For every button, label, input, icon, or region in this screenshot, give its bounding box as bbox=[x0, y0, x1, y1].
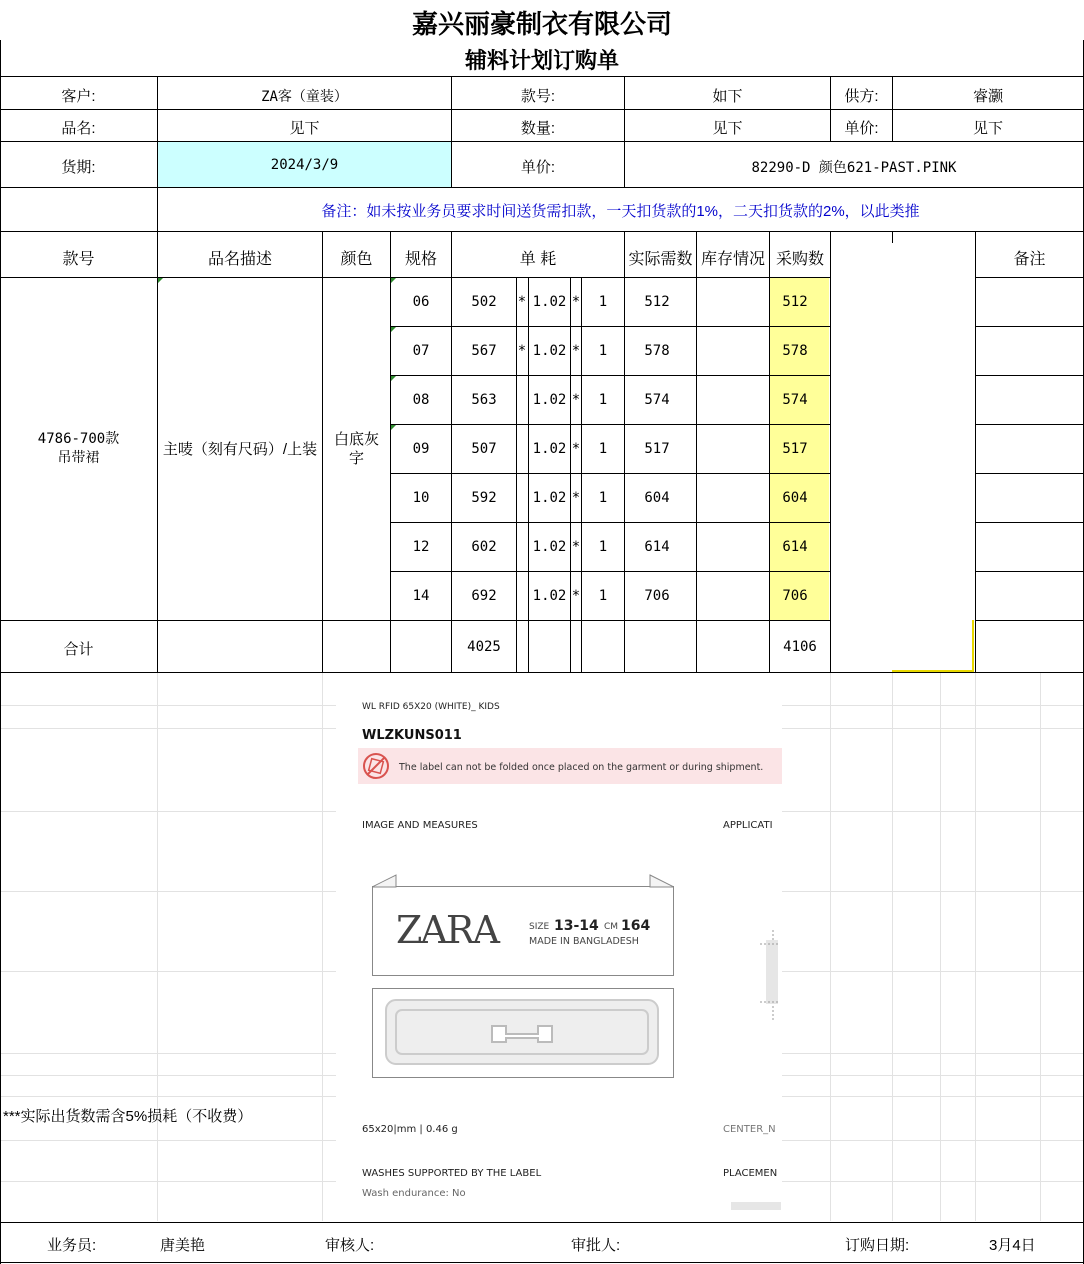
row-08-need: 574 bbox=[644, 392, 670, 408]
row-12-mult: 1 bbox=[598, 539, 608, 555]
placement-heading: PLACEMEN bbox=[723, 1168, 778, 1179]
col-header-purchase: 采购数 bbox=[775, 251, 824, 268]
row-06-need: 512 bbox=[644, 294, 670, 310]
order-date-label: 订购日期: bbox=[845, 1237, 910, 1254]
row-07-qty: 567 bbox=[471, 343, 497, 359]
color-spec-value: 82290-D 颜色621-PAST.PINK bbox=[751, 160, 957, 176]
reviewer-label: 审核人: bbox=[325, 1237, 375, 1254]
supplier-value: 睿灏 bbox=[972, 88, 1003, 105]
col-header-desc: 品名描述 bbox=[207, 251, 272, 268]
delivery-label: 货期: bbox=[61, 159, 96, 176]
color-value: 白底灰字 bbox=[333, 431, 379, 467]
document-title: 辅料计划订购单 bbox=[464, 48, 619, 74]
row-09-op2: * bbox=[571, 441, 581, 457]
item-description-cell bbox=[158, 278, 322, 620]
row-12-size: 12 bbox=[412, 539, 430, 555]
row-14-need: 706 bbox=[644, 588, 670, 604]
row-12-op2: * bbox=[571, 539, 581, 555]
salesperson-label: 业务员: bbox=[47, 1237, 97, 1254]
center-text: CENTER_N bbox=[723, 1124, 776, 1135]
row-08-factor: 1.02 bbox=[532, 392, 567, 408]
row-07-size: 07 bbox=[412, 343, 430, 359]
row-10-need: 604 bbox=[644, 490, 670, 506]
label-code: WLZKUNS011 bbox=[362, 728, 462, 743]
row-09-mult: 1 bbox=[598, 441, 608, 457]
row-10-factor: 1.02 bbox=[532, 490, 567, 506]
row-10-qty: 592 bbox=[471, 490, 497, 506]
col-header-style: 款号 bbox=[62, 251, 95, 268]
rfid-antenna-icon bbox=[382, 996, 662, 1068]
row-09-factor: 1.02 bbox=[532, 441, 567, 457]
label-spec-image bbox=[336, 684, 782, 1210]
delivery-remark: 备注：如未按业务员要求时间送货需扣款，一天扣货款的1%，二天扣货款的2%，以此类推 bbox=[321, 203, 920, 220]
item-description-value: 主唛（刻有尺码）/上装 bbox=[162, 440, 318, 458]
style-no-value: 如下 bbox=[712, 88, 743, 105]
row-10-mult: 1 bbox=[598, 490, 608, 506]
placement-swatch bbox=[731, 1202, 781, 1210]
total-label: 合计 bbox=[63, 641, 94, 658]
unit-price-label: 单价: bbox=[844, 120, 879, 137]
row-14-op2: * bbox=[571, 588, 581, 604]
zara-logo: ZARA bbox=[396, 908, 498, 952]
row-06-op2: * bbox=[571, 294, 581, 310]
style-number-cell bbox=[0, 278, 157, 620]
row-07-op2: * bbox=[571, 343, 581, 359]
row-14-factor: 1.02 bbox=[532, 588, 567, 604]
application-drawing-icon bbox=[756, 930, 782, 1020]
application-heading: APPLICATI bbox=[723, 820, 773, 831]
loss-note: ***实际出货数需含5%损耗（不收费） bbox=[3, 1108, 253, 1125]
measure-text: 65x20|mm | 0.46 g bbox=[362, 1124, 458, 1135]
row-10-size: 10 bbox=[412, 490, 430, 506]
row-06-mult: 1 bbox=[598, 294, 608, 310]
row-09-size: 09 bbox=[412, 441, 430, 457]
order-date-value: 3月4日 bbox=[989, 1237, 1036, 1254]
row-12-need: 614 bbox=[644, 539, 670, 555]
col-header-consumption: 单 耗 bbox=[519, 251, 557, 268]
row-08-qty: 563 bbox=[471, 392, 497, 408]
customer-label: 客户: bbox=[61, 88, 96, 105]
row-07-purchase: 578 bbox=[782, 343, 808, 359]
customer-value: ZA客（童装） bbox=[261, 89, 348, 105]
unit-price2-label: 单价: bbox=[520, 159, 556, 176]
col-header-remark: 备注 bbox=[1013, 251, 1046, 268]
total-qty: 4025 bbox=[467, 639, 501, 655]
unit-price-value: 见下 bbox=[972, 120, 1003, 137]
row-09-qty: 507 bbox=[471, 441, 497, 457]
col-header-color: 颜色 bbox=[340, 251, 373, 268]
row-08-purchase: 574 bbox=[782, 392, 808, 408]
row-10-op2: * bbox=[571, 490, 581, 506]
row-09-purchase: 517 bbox=[782, 441, 808, 457]
row-06-op1: * bbox=[517, 294, 527, 310]
row-08-size: 08 bbox=[412, 392, 430, 408]
cm-prefix: CM bbox=[604, 922, 619, 932]
made-in: MADE IN BANGLADESH bbox=[529, 936, 639, 947]
wash-endurance: Wash endurance: No bbox=[362, 1188, 466, 1199]
row-08-mult: 1 bbox=[598, 392, 608, 408]
image-heading: IMAGE AND MEASURES bbox=[362, 820, 478, 831]
no-fold-warning-icon bbox=[362, 752, 390, 780]
row-07-need: 578 bbox=[644, 343, 670, 359]
row-14-size: 14 bbox=[412, 588, 430, 604]
supplier-label: 供方: bbox=[844, 88, 879, 105]
warning-text: The label can not be folded once placed on the garment or during shipment. bbox=[399, 762, 764, 773]
item-name-label: 品名: bbox=[61, 120, 96, 137]
row-12-purchase: 614 bbox=[782, 539, 808, 555]
salesperson-value: 唐美艳 bbox=[160, 1237, 206, 1254]
label-fold-icon bbox=[372, 874, 674, 888]
col-header-stock: 库存情况 bbox=[700, 251, 765, 268]
row-10-purchase: 604 bbox=[782, 490, 808, 506]
row-14-qty: 692 bbox=[471, 588, 497, 604]
col-header-actual-need: 实际需数 bbox=[628, 251, 693, 268]
approver-label: 审批人: bbox=[571, 1237, 621, 1254]
delivery-value: 2024/3/9 bbox=[270, 157, 339, 173]
row-08-op2: * bbox=[571, 392, 581, 408]
style-number-value: 4786-700款 吊带裙 bbox=[37, 431, 120, 466]
size-value: 13-14 bbox=[554, 918, 599, 934]
size-prefix: SIZE bbox=[529, 922, 550, 932]
row-06-qty: 502 bbox=[471, 294, 497, 310]
quantity-value: 见下 bbox=[712, 120, 743, 137]
total-purchase: 4106 bbox=[783, 639, 817, 655]
row-06-purchase: 512 bbox=[782, 294, 808, 310]
row-07-mult: 1 bbox=[598, 343, 608, 359]
row-14-mult: 1 bbox=[598, 588, 608, 604]
label-subtitle: WL RFID 65X20 (WHITE)_ KIDS bbox=[362, 702, 500, 712]
row-14-purchase: 706 bbox=[782, 588, 808, 604]
quantity-label: 数量: bbox=[520, 120, 556, 137]
company-name: 嘉兴丽豪制衣有限公司 bbox=[411, 10, 672, 40]
row-06-factor: 1.02 bbox=[532, 294, 567, 310]
row-07-op1: * bbox=[517, 343, 527, 359]
row-12-factor: 1.02 bbox=[532, 539, 567, 555]
style-no-label: 款号: bbox=[520, 88, 556, 105]
row-12-qty: 602 bbox=[471, 539, 497, 555]
washes-heading: WASHES SUPPORTED BY THE LABEL bbox=[362, 1168, 542, 1179]
row-09-need: 517 bbox=[644, 441, 670, 457]
color-cell bbox=[323, 278, 390, 620]
item-name-value: 见下 bbox=[289, 120, 320, 137]
col-header-size: 规格 bbox=[404, 251, 437, 268]
row-06-size: 06 bbox=[412, 294, 430, 310]
cm-value: 164 bbox=[621, 918, 651, 934]
row-07-factor: 1.02 bbox=[532, 343, 567, 359]
